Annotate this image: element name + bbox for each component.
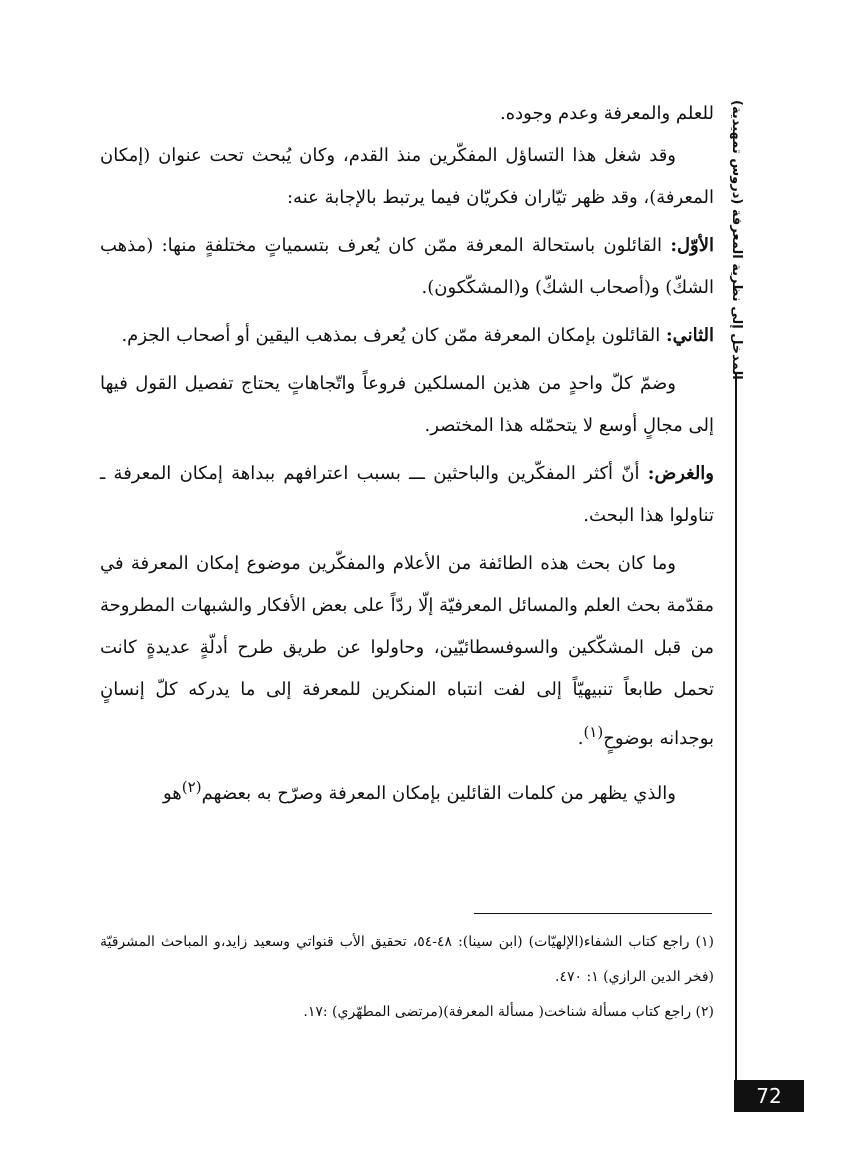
paragraph — [100, 315, 714, 357]
paragraph — [100, 543, 714, 760]
footnote: (٢) راجع كتاب مسألة شناخت( مسألة المعرفة)(مرتضى المطهّري) :١٧. — [303, 1004, 714, 1020]
page-number: 72 — [734, 1080, 804, 1112]
paragraph-text: القائلون باستحالة المعرفة ممّن كان يُعرف بتسمياتٍ مختلفةٍ منها: (مذهب الشكّ) و(أصحاب الشكّ) و(المشكّكون). — [100, 235, 714, 298]
footnote-separator — [474, 913, 712, 914]
label-second: الثاني: — [665, 325, 714, 346]
paragraph-text: القائلون بإمكان المعرفة ممّن كان يُعرف بمذهب اليقين أو أصحاب الجزم. — [121, 325, 661, 346]
paragraph — [100, 225, 714, 309]
paragraph — [100, 766, 714, 815]
footnotes — [100, 925, 714, 1030]
paragraph-text: وما كان بحث هذه الطائفة من الأعلام والمفكّرين موضوع إمكان المعرفة في مقدّمة بحث العلم والمسائل المعرفيّة إلّا ردّاً على بعض الأفكار والشبهات المطروحة من قبل المشكّكين والسوفسطائيّين، وحاولوا عن طريق طرح أدلّةٍ عديدةٍ كانت تحمل طابعاً تنبيهيّاً إلى لفت انتباه المنكرين للمعرفة إلى ما يدركه كلّ إنسانٍ بوجدانه بوضوحٍ — [100, 553, 714, 749]
label-purpose: والغرض: — [647, 463, 714, 484]
paragraph: للعلم والمعرفة وعدم وجوده. — [500, 103, 714, 124]
footnote-ref-2: (٢) — [181, 778, 202, 796]
footnote-ref-1: (١) — [583, 723, 604, 741]
body-text — [100, 93, 714, 815]
footnote: (١) راجع كتاب الشفاء(الإلهيّات) (ابن سينا): ٤٨-٥٤، تحقيق الأب قنواتي وسعيد زايد،و المباحث المشرقيّة (فخر الدين الرازي) ١: ٤٧٠. — [100, 934, 715, 985]
label-first: الأوّل: — [670, 235, 714, 256]
paragraph — [100, 453, 714, 537]
sidebar-rule — [735, 372, 737, 1090]
paragraph-text: والذي يظهر من كلمات القائلين بإمكان المعرفة وصرّح به بعضهم — [201, 783, 676, 804]
paragraph: وقد شغل هذا التساؤل المفكّرين منذ القدم، وكان يُبحث تحت عنوان (إمكان المعرفة)، وقد ظهر تيّاران فكريّان فيما يرتبط بالإجابة عنه: — [100, 145, 714, 208]
end-punct: . — [577, 728, 584, 749]
paragraph-text: أنّ أكثر المفكّرين والباحثين ـــ بسبب اعترافهم ببداهة إمكان المعرفة ـ تناولوا هذا البحث. — [100, 463, 714, 526]
paragraph-text: هو — [163, 783, 182, 804]
paragraph: وضمّ كلّ واحدٍ من هذين المسلكين فروعاً واتّجاهاتٍ يحتاج تفصيل القول فيها إلى مجالٍ أوسع لا يتحمّله هذا المختصر. — [100, 373, 714, 436]
running-head: المدخل إلى نظرية المعرفة (دروس تمهيدية) — [729, 100, 744, 380]
